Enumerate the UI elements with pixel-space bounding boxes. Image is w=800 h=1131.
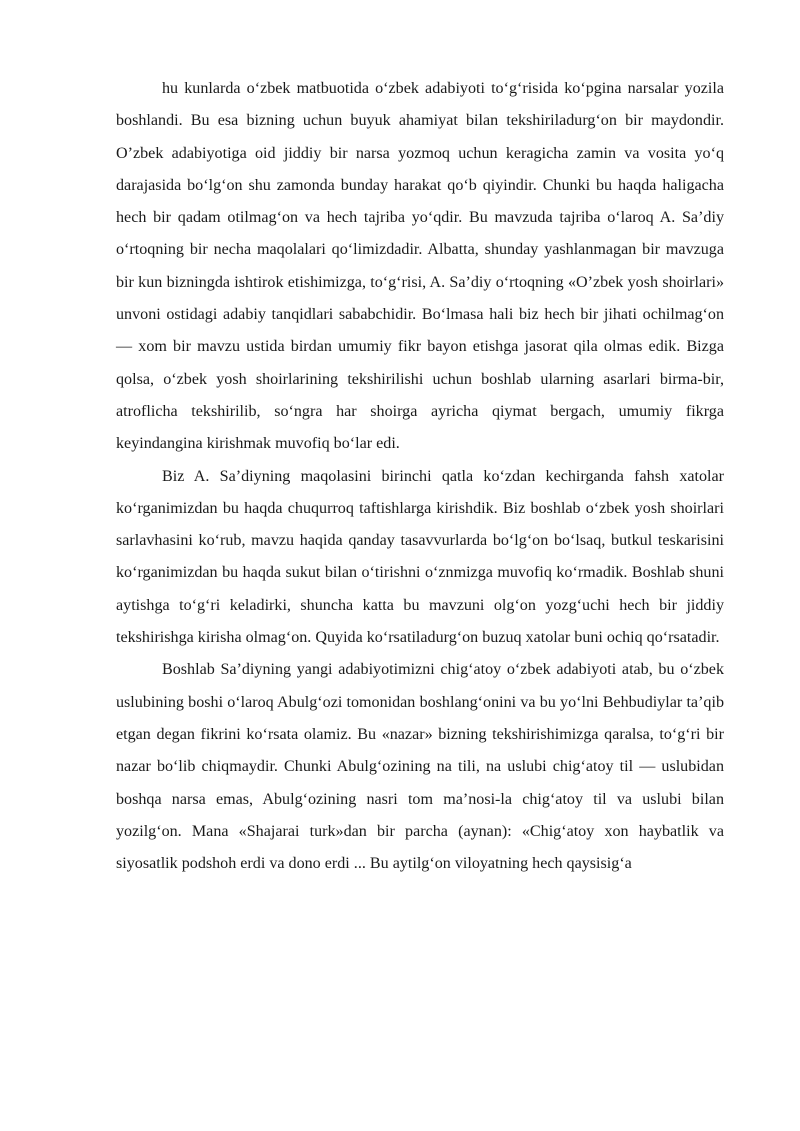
document-page [116,73,724,880]
paragraph-3: Boshlab Sa’diyning yangi adabiyotimizni chig‘atoy o‘zbek adabiyoti atab, bu o‘zbek uslubining boshi o‘laroq Abulg‘ozi tomonidan boshlang‘onini va bu yo‘lni Behbudiylar ta’qib etgan degan fikrini ko‘rsata olamiz. Bu «nazar» bizning tekshirishimizga qaralsa, to‘g‘ri bir nazar bo‘lib chiqmaydir. Chunki Abulg‘ozining na tili, na uslubi chig‘atoy til — uslubidan boshqa narsa emas, Abulg‘ozining nasri tom ma’nosi-la chig‘atoy til va uslubi bilan yozilg‘on. Mana «Shajarai turk»dan bir parcha (aynan): «Chig‘atoy xon haybatlik va siyosatlik podshoh erdi va dono erdi ... Bu aytilg‘on viloyatning hech qaysisig‘a [116,661,724,873]
paragraph-2: Biz A. Sa’diyning maqolasini birinchi qatla ko‘zdan kechirganda fahsh xatolar ko‘rganimizdan bu haqda chuqurroq taftishlarga kirishdik. Biz boshlab o‘zbek yosh shoirlari sarlavhasini ko‘rub, mavzu haqida qanday tasavvurlarda bo‘lg‘on bo‘lsaq, butkul teskarisini ko‘rganimizdan bu haqda sukut bilan o‘tirishni o‘znmizga muvofiq ko‘rmadik. Boshlab shuni aytishga to‘g‘ri keladirki, shuncha katta bu mavzuni olg‘on yozg‘uchi hech bir jiddiy tekshirishga kirisha olmag‘on. Quyida ko‘rsatiladurg‘on buzuq xatolar buni ochiq qo‘rsatadir. [116,467,724,647]
paragraph-1: hu kunlarda o‘zbek matbuotida o‘zbek adabiyoti to‘g‘risida ko‘pgina narsalar yozila boshlandi. Bu esa bizning uchun buyuk ahamiyat bilan tekshiriladurg‘on bir maydondir. O’zbek adabiyotiga oid jiddiy bir narsa yozmoq uchun keragicha zamin va vosita yo‘q darajasida bo‘lg‘on shu zamonda bunday harakat qo‘b qiyindir. Chunki bu haqda haligacha hech bir qadam otilmag‘on va hech tajriba yo‘qdir. Bu mavzuda tajriba o‘laroq A. Sa’diy o‘rtoqning bir necha maqolalari qo‘limizdadir. Albatta, shunday yashlanmagan bir mavzuga bir kun bizningda ishtirok etishimizga, to‘g‘risi, A. Sa’diy o‘rtoqning «O’zbek yosh shoirlari» unvoni ostidagi adabiy tanqidlari sababchidir. Bo‘lmasa hali biz hech bir jihati ochilmag‘on — xom bir mavzu ustida birdan umumiy fikr bayon etishga jasorat qila olmas edik. Bizga qolsa, o‘zbek yosh shoirlarining tekshirilishi uchun boshlab ularning asarlari birma-bir, atroflicha tekshirilib, so‘ngra har shoirga ayricha qiymat bergach, umumiy fikrga keyindangina kirishmak muvofiq bo‘lar edi. [116,80,724,453]
